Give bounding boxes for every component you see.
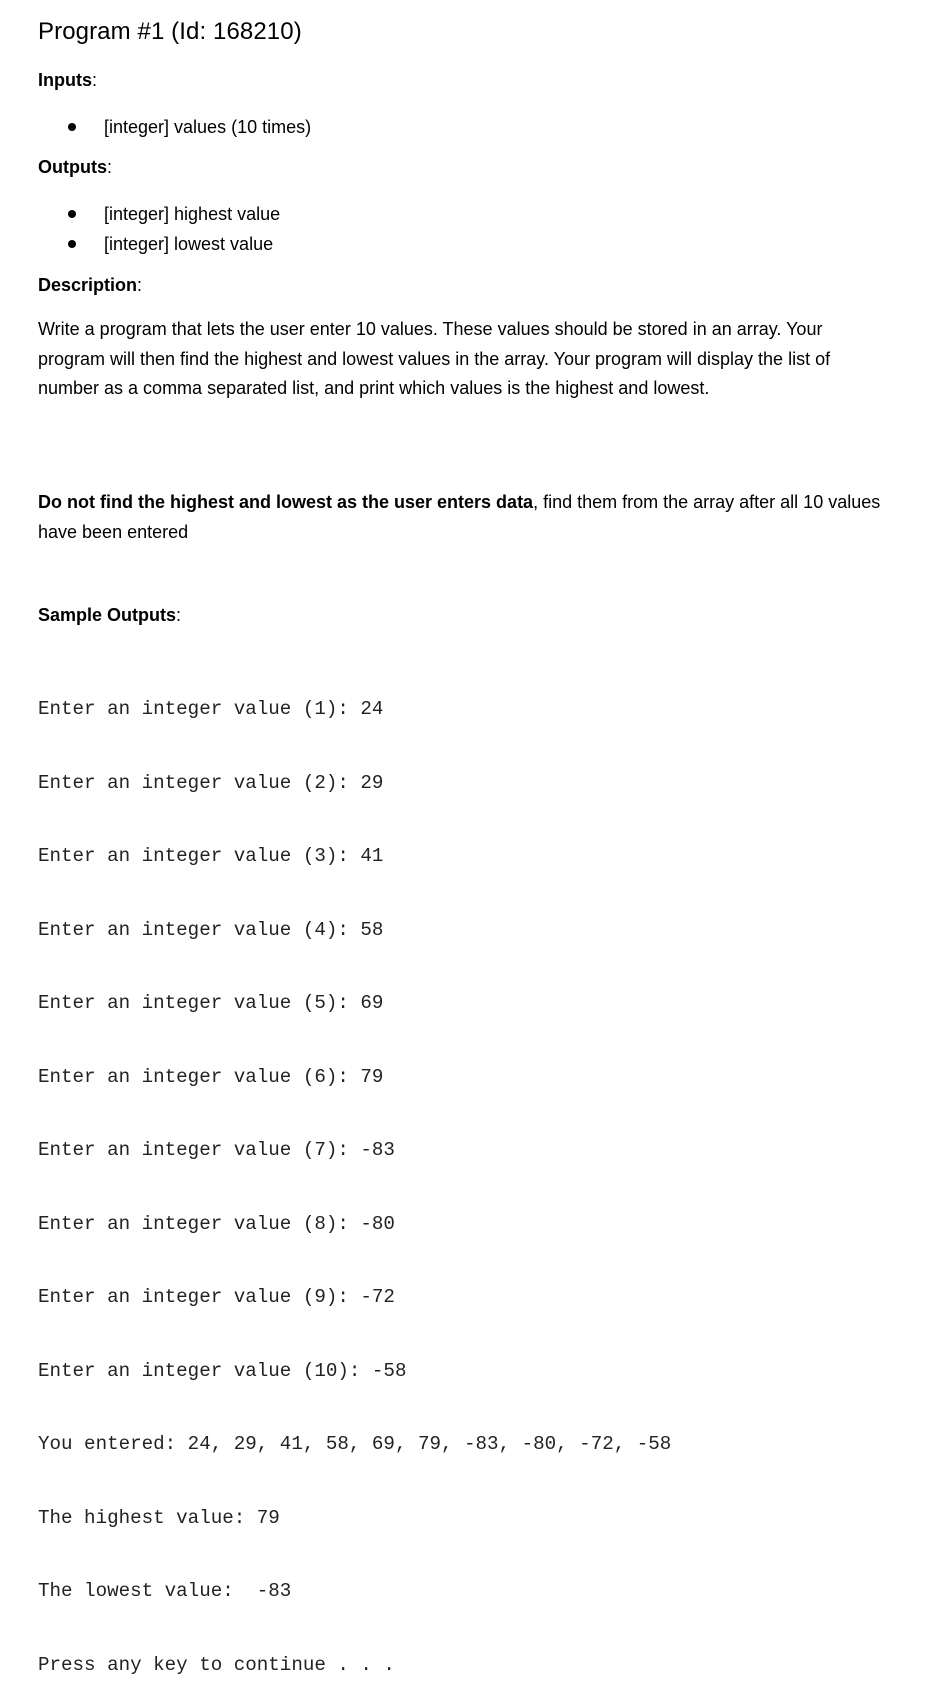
page-title: Program #1 (Id: 168210) xyxy=(38,18,302,45)
console-line: Enter an integer value (2): 29 xyxy=(38,771,384,794)
list-item: [integer] values (10 times) xyxy=(68,112,311,142)
inputs-heading: Inputs: xyxy=(38,70,98,90)
sample-outputs-heading: Sample Outputs: xyxy=(38,605,182,625)
console-line: Enter an integer value (7): -83 xyxy=(38,1139,395,1161)
console-line: You entered: 24, 29, 41, 58, 69, 79, -83, -80, -72, -58 xyxy=(38,1433,672,1455)
console-line: Press any key to continue . . . xyxy=(38,1653,395,1676)
bullet-icon xyxy=(68,210,76,218)
outputs-heading: Outputs: xyxy=(38,157,113,177)
note-text xyxy=(38,488,888,547)
bullet-icon xyxy=(68,123,76,131)
note-rest: , find them from the array after all 10 values have been entered xyxy=(38,492,881,542)
console-line: The highest value: 79 xyxy=(38,1506,280,1529)
console-line: The lowest value: -83 xyxy=(38,1580,292,1602)
console-line: Enter an integer value (3): 41 xyxy=(38,845,384,867)
console-line: Enter an integer value (8): -80 xyxy=(38,1212,395,1235)
console-line: Enter an integer value (1): 24 xyxy=(38,698,384,720)
description-text: Write a program that lets the user enter 10 values. These values should be stored in an array. Your program will then find the highest and lowest values in the array. Your program will display the list of number as a comma separated list, and print which values is the highest and lowest. xyxy=(38,319,831,398)
description-heading: Description: xyxy=(38,275,143,295)
console-line: Enter an integer value (9): -72 xyxy=(38,1286,395,1308)
sample-console-output xyxy=(38,648,671,1702)
console-line: Enter an integer value (6): 79 xyxy=(38,1065,384,1088)
console-line: Enter an integer value (10): -58 xyxy=(38,1359,407,1382)
console-line: Enter an integer value (4): 58 xyxy=(38,918,384,941)
console-line: Enter an integer value (5): 69 xyxy=(38,992,384,1014)
inputs-list xyxy=(68,112,311,142)
outputs-list xyxy=(68,199,280,259)
list-item: [integer] highest value xyxy=(68,199,280,229)
bullet-icon xyxy=(68,240,76,248)
list-item: [integer] lowest value xyxy=(68,229,280,259)
note-bold: Do not find the highest and lowest as the user enters data xyxy=(38,492,534,512)
